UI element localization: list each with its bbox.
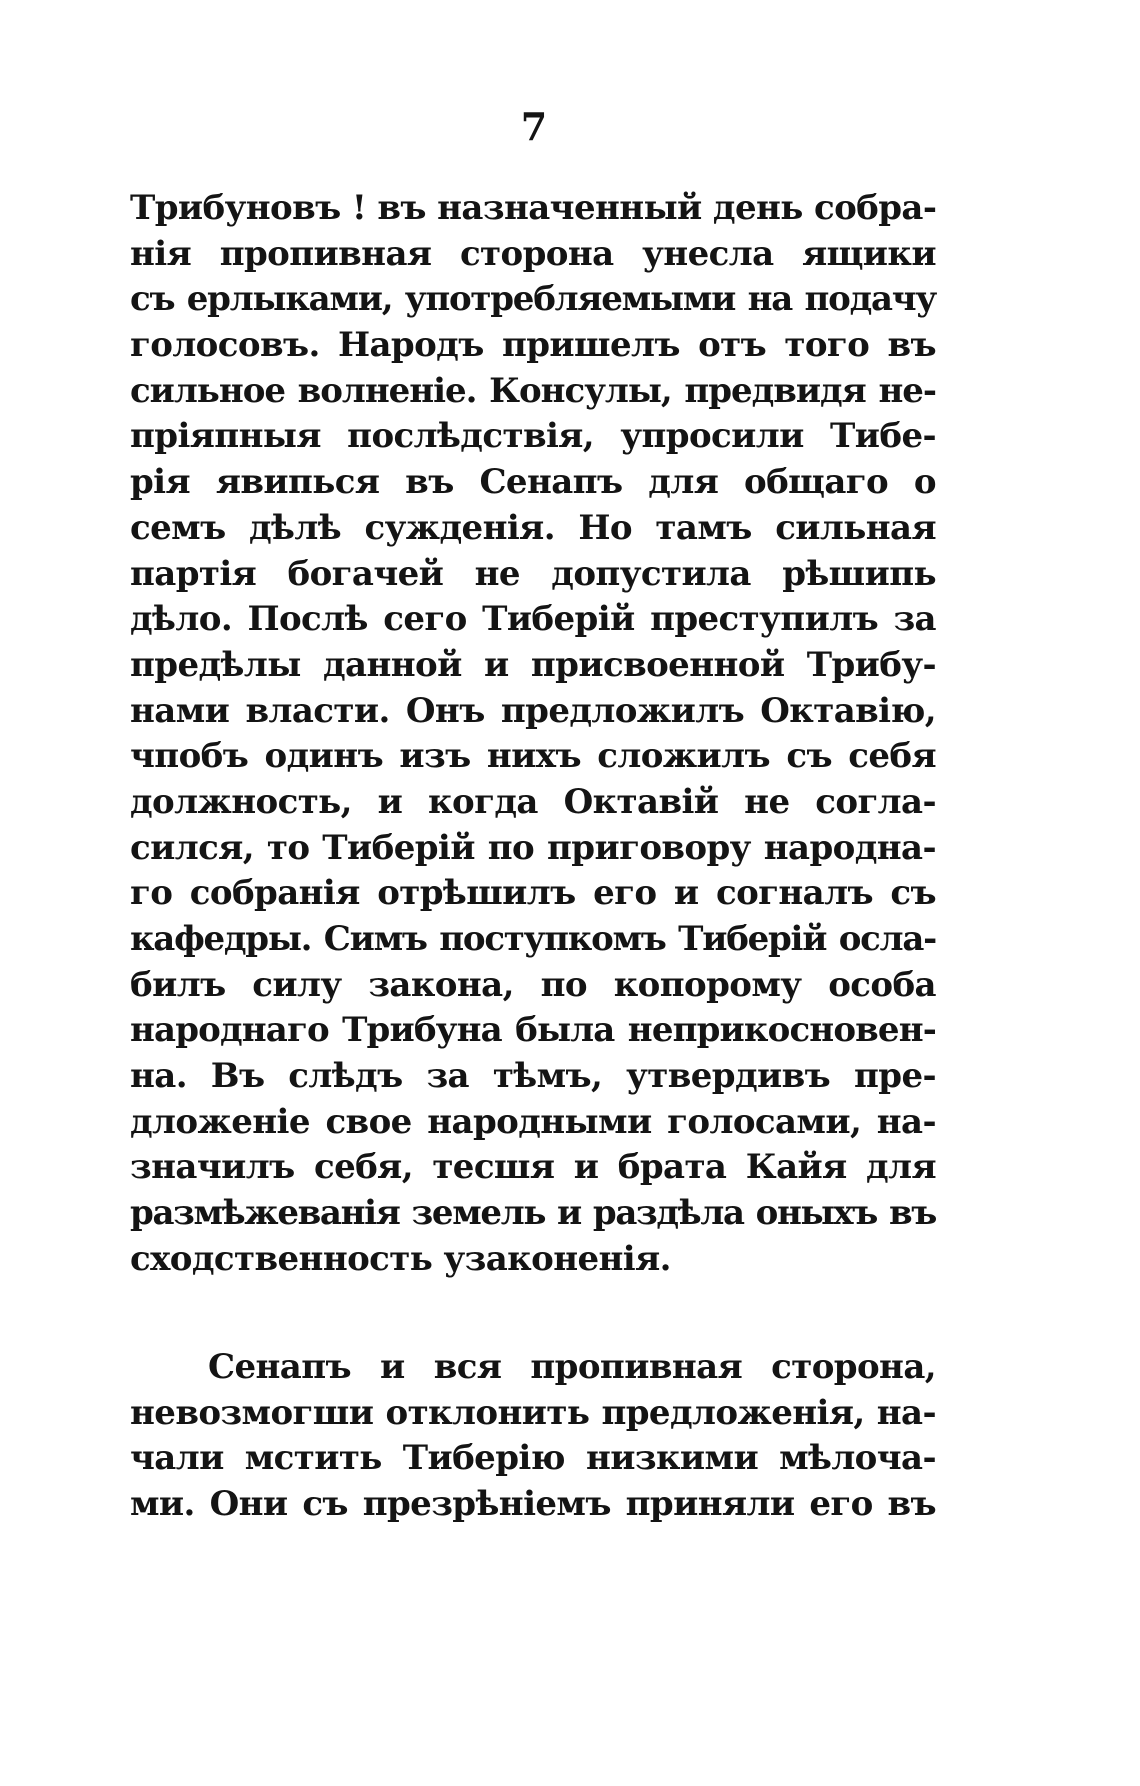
text-line: пріяпныя послѣдствія, упросили Тибе-: [130, 416, 936, 457]
page-number: 7: [520, 104, 548, 149]
text-line: чпобъ одинъ изъ нихъ сложилъ съ себя: [130, 736, 936, 777]
text-line: дложеніе свое народными голосами, на-: [130, 1101, 936, 1142]
text-line: го собранія отрѣшилъ его и согналъ съ: [130, 873, 936, 914]
paragraph-2: [130, 1345, 936, 1528]
text-line: нія пропивная сторона унесла ящики: [130, 233, 936, 274]
text-line: Сенапъ и вся пропивная сторона,: [208, 1347, 936, 1387]
text-line: дѣло. Послѣ сего Тиберій преступилъ за: [130, 599, 936, 640]
text-line: сился, то Тиберій по приговору народна-: [130, 827, 936, 868]
text-line: кафедры. Симъ поступкомъ Тиберій осла-: [130, 919, 936, 959]
text-line: билъ силу закона, по копорому особа: [130, 964, 936, 1005]
text-line: семъ дѣлѣ сужденія. Но тамъ сильная: [130, 507, 936, 548]
text-line: нами власти. Онъ предложилъ Октавію,: [130, 690, 936, 731]
text-line: Трибуновъ ! въ назначенный день собра-: [130, 188, 937, 228]
text-line: на. Въ слѣдъ за тѣмъ, утвердивъ пре-: [130, 1056, 936, 1097]
paragraph-1: [130, 186, 936, 1283]
text-line: партія богачей не допустила рѣшипь: [130, 553, 936, 594]
text-line: сходственность узаконенія.: [130, 1238, 671, 1279]
text-line: невозмогши отклонить предложенія, на-: [130, 1392, 936, 1433]
text-line: значилъ себя, тесшя и брата Кайя для: [130, 1147, 936, 1188]
text-line: сильное волненіе. Консулы, предвидя не-: [130, 370, 936, 411]
text-line: предѣлы данной и присвоенной Трибу-: [130, 644, 936, 685]
text-line: размѣжеванія земель и раздѣла оныхъ въ: [130, 1193, 936, 1234]
text-line: народнаго Трибуна была неприкосновен-: [130, 1010, 936, 1051]
text-line: должность, и когда Октавій не согла-: [130, 781, 936, 822]
text-line: съ ерлыками, употребляемыми на подачу: [130, 279, 936, 320]
text-line: ми. Они съ презрѣніемъ приняли его въ: [130, 1484, 936, 1525]
text-line: голосовъ. Народъ пришелъ отъ того въ: [130, 325, 936, 366]
text-line: чали мстить Тиберію низкими мѣлоча-: [130, 1438, 936, 1479]
text-line: рія явипься въ Сенапъ для общаго о: [130, 462, 936, 503]
